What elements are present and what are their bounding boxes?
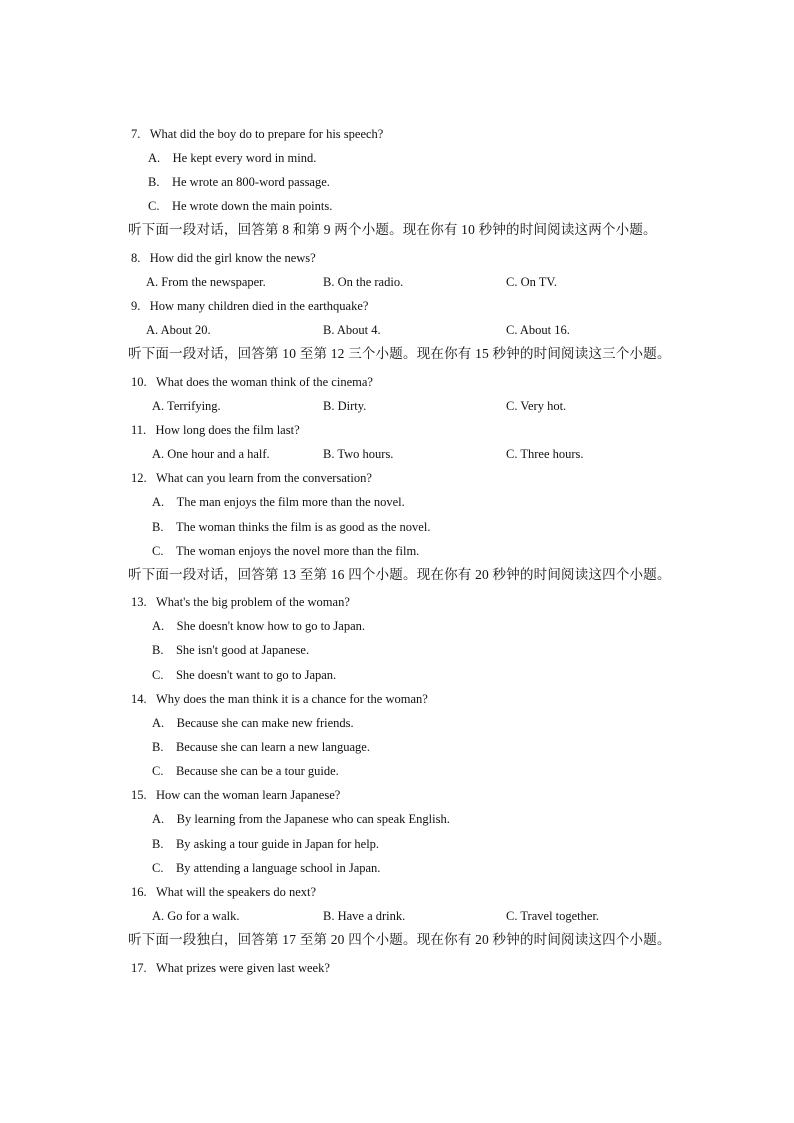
option-11b: B. Two hours. xyxy=(323,447,394,461)
option-text: By asking a tour guide in Japan for help. xyxy=(175,837,380,851)
option-letter: A. xyxy=(152,716,165,730)
option-7a xyxy=(148,150,316,166)
option-7b xyxy=(148,174,330,190)
question-12 xyxy=(131,470,372,486)
option-15a xyxy=(152,811,450,827)
question-text: How can the woman learn Japanese? xyxy=(156,788,341,802)
question-number: 14. xyxy=(131,692,147,706)
option-7c xyxy=(148,198,332,214)
question-number: 17. xyxy=(131,961,147,975)
option-8c: C. On TV. xyxy=(506,275,557,289)
option-letter: C. xyxy=(152,764,164,778)
option-16b: B. Have a drink. xyxy=(323,909,406,923)
option-13c xyxy=(152,667,336,683)
question-11 xyxy=(131,422,300,438)
option-10b: B. Dirty. xyxy=(323,399,367,413)
option-9b: B. About 4. xyxy=(323,323,381,337)
question-15 xyxy=(131,787,340,803)
option-10a: A. Terrifying. xyxy=(152,399,221,413)
question-number: 15. xyxy=(131,788,147,802)
question-text: What will the speakers do next? xyxy=(156,885,317,899)
question-7 xyxy=(131,126,383,142)
question-text: How many children died in the earthquake? xyxy=(149,299,369,313)
option-letter: A. xyxy=(152,619,165,633)
option-text: The woman thinks the film is as good as the novel. xyxy=(175,520,431,534)
option-text: Because she can learn a new language. xyxy=(175,740,370,754)
question-9 xyxy=(131,298,368,314)
question-13 xyxy=(131,594,350,610)
option-letter: C. xyxy=(148,199,160,213)
option-15c xyxy=(152,860,380,876)
question-17 xyxy=(131,960,330,976)
question-text: Why does the man think it is a chance for the woman? xyxy=(156,692,428,706)
option-text: He wrote an 800-word passage. xyxy=(171,175,330,189)
option-letter: B. xyxy=(148,175,160,189)
option-16c: C. Travel together. xyxy=(506,909,600,923)
option-11a: A. One hour and a half. xyxy=(152,447,270,461)
option-14a xyxy=(152,715,354,731)
option-text: Because she can be a tour guide. xyxy=(175,764,339,778)
question-10 xyxy=(131,374,373,390)
option-letter: B. xyxy=(152,520,164,534)
option-text: She doesn't want to go to Japan. xyxy=(175,668,337,682)
option-text: He wrote down the main points. xyxy=(171,199,333,213)
option-13a xyxy=(152,618,365,634)
section-instruction-17-20: 听下面一段独白，回答第 17 至第 20 四个小题。现在你有 20 秒钟的时间阅读这四个小题。 xyxy=(128,932,671,947)
question-number: 9. xyxy=(131,299,141,313)
section-instruction-13-16: 听下面一段对话，回答第 13 至第 16 四个小题。现在你有 20 秒钟的时间阅读这四个小题。 xyxy=(128,567,671,582)
option-text: By learning from the Japanese who can speak English. xyxy=(176,812,450,826)
option-13b xyxy=(152,642,309,658)
option-16a: A. Go for a walk. xyxy=(152,909,240,923)
question-text: What can you learn from the conversation? xyxy=(156,471,372,485)
question-number: 10. xyxy=(131,375,147,389)
section-instruction-8-9: 听下面一段对话，回答第 8 和第 9 两个小题。现在你有 10 秒钟的时间阅读这两个小题。 xyxy=(128,222,657,237)
option-letter: C. xyxy=(152,861,164,875)
question-8 xyxy=(131,250,316,266)
option-text: She doesn't know how to go to Japan. xyxy=(176,619,366,633)
option-letter: C. xyxy=(152,668,164,682)
question-14 xyxy=(131,691,428,707)
option-text: She isn't good at Japanese. xyxy=(175,643,310,657)
option-letter: A. xyxy=(148,151,161,165)
question-number: 13. xyxy=(131,595,147,609)
option-letter: C. xyxy=(152,544,164,558)
option-9a: A. About 20. xyxy=(146,323,211,337)
option-12a xyxy=(152,494,405,510)
question-text: What's the big problem of the woman? xyxy=(156,595,350,609)
question-text: How did the girl know the news? xyxy=(149,251,316,265)
option-10c: C. Very hot. xyxy=(506,399,567,413)
option-text: He kept every word in mind. xyxy=(172,151,317,165)
option-12b xyxy=(152,519,430,535)
option-letter: A. xyxy=(152,495,165,509)
option-text: The man enjoys the film more than the novel. xyxy=(176,495,405,509)
question-number: 11. xyxy=(131,423,147,437)
option-14b xyxy=(152,739,370,755)
option-14c xyxy=(152,763,339,779)
section-instruction-10-12: 听下面一段对话，回答第 10 至第 12 三个小题。现在你有 15 秒钟的时间阅读这三个小题。 xyxy=(128,346,671,361)
question-number: 7. xyxy=(131,127,141,141)
question-text: What prizes were given last week? xyxy=(156,961,330,975)
question-number: 12. xyxy=(131,471,147,485)
question-number: 16. xyxy=(131,885,147,899)
question-text: How long does the film last? xyxy=(155,423,300,437)
question-16 xyxy=(131,884,316,900)
question-number: 8. xyxy=(131,251,141,265)
question-text: What does the woman think of the cinema? xyxy=(156,375,373,389)
option-9c: C. About 16. xyxy=(506,323,570,337)
option-letter: B. xyxy=(152,740,164,754)
option-letter: A. xyxy=(152,812,165,826)
option-text: Because she can make new friends. xyxy=(176,716,354,730)
option-letter: B. xyxy=(152,643,164,657)
option-8a: A. From the newspaper. xyxy=(146,275,266,289)
question-text: What did the boy do to prepare for his speech? xyxy=(149,127,384,141)
option-text: The woman enjoys the novel more than the film. xyxy=(175,544,420,558)
option-letter: B. xyxy=(152,837,164,851)
option-8b: B. On the radio. xyxy=(323,275,404,289)
option-15b xyxy=(152,836,379,852)
option-12c xyxy=(152,543,419,559)
option-11c: C. Three hours. xyxy=(506,447,584,461)
option-text: By attending a language school in Japan. xyxy=(175,861,381,875)
